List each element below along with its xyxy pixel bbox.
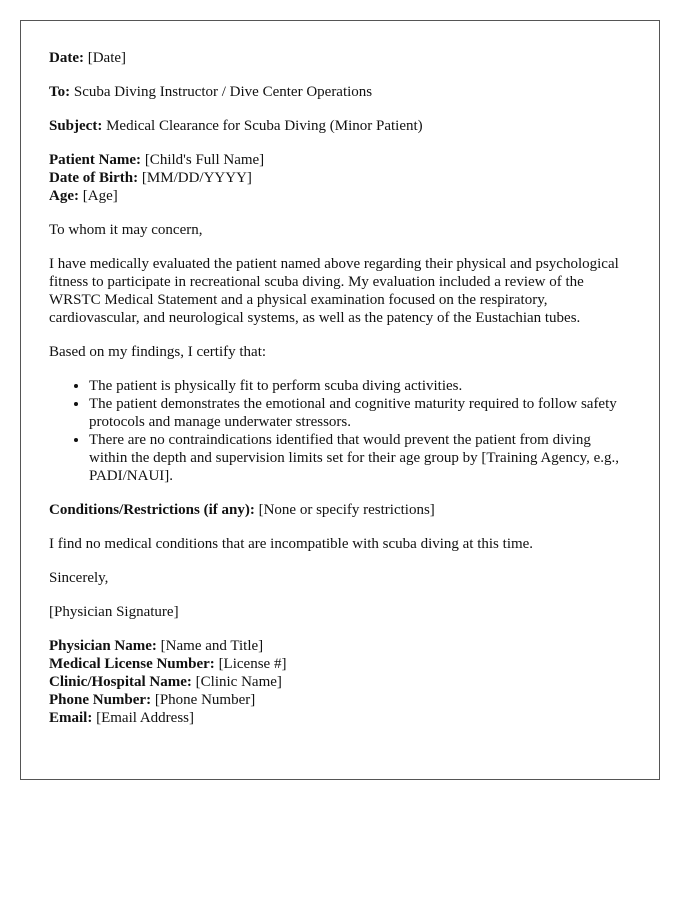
license-line — [49, 655, 631, 673]
finding-item: • There are no contraindications identified that would prevent the patient from diving within the depth and supervision limits set for their age group by [Training Agency, e.g., PADI/NAUI]. — [89, 431, 631, 485]
email-line — [49, 709, 631, 727]
finding-item: • The patient is physically fit to perform scuba diving activities. — [89, 377, 631, 395]
conditions-value: [None or specify restrictions] — [254, 502, 435, 518]
closing: Sincerely, — [49, 570, 109, 586]
date-line — [49, 49, 631, 67]
physician-name-label: Physician Name: — [49, 638, 157, 654]
phone-label: Phone Number: — [49, 692, 152, 708]
patient-age-value: [Age] — [79, 188, 118, 204]
clinic-value: [Clinic Name] — [191, 674, 282, 690]
patient-dob-line — [49, 169, 631, 187]
physician-name-value: [Name and Title] — [156, 638, 264, 654]
clinic-label: Clinic/Hospital Name: — [49, 674, 192, 690]
subject-value: Medical Clearance for Scuba Diving (Minor Patient) — [102, 118, 423, 134]
phone-line — [49, 691, 631, 709]
letter-document — [20, 20, 660, 780]
subject-label: Subject: — [49, 118, 103, 134]
certify-intro: Based on my findings, I certify that: — [49, 344, 267, 360]
recipient-value: Scuba Diving Instructor / Dive Center Operations — [70, 84, 373, 100]
email-value: [Email Address] — [92, 710, 194, 726]
email-label: Email: — [49, 710, 93, 726]
conditions-line — [49, 501, 631, 519]
recipient-line — [49, 83, 631, 101]
phone-value: [Phone Number] — [151, 692, 256, 708]
findings-list — [49, 377, 631, 485]
clinic-line — [49, 673, 631, 691]
signature-placeholder: [Physician Signature] — [49, 604, 179, 620]
patient-dob-value: [MM/DD/YYYY] — [138, 170, 252, 186]
subject-line — [49, 117, 631, 135]
patient-name-line — [49, 151, 631, 169]
physician-info — [49, 637, 631, 727]
patient-age-label: Age: — [49, 188, 79, 204]
patient-name-label: Patient Name: — [49, 152, 142, 168]
date-value: [Date] — [83, 50, 127, 66]
license-value: [License #] — [214, 656, 287, 672]
patient-info — [49, 151, 631, 205]
salutation: To whom it may concern, — [49, 222, 203, 238]
recipient-label: To: — [49, 84, 71, 100]
patient-dob-label: Date of Birth: — [49, 170, 139, 186]
patient-name-value: [Child's Full Name] — [141, 152, 265, 168]
date-label: Date: — [49, 50, 84, 66]
license-label: Medical License Number: — [49, 656, 215, 672]
conditions-label: Conditions/Restrictions (if any): — [49, 502, 255, 518]
patient-age-line — [49, 187, 631, 205]
evaluation-paragraph: I have medically evaluated the patient named above regarding their physical and psychological fitness to participate in recreational scuba diving. My evaluation included a review of the WRSTC Medical Statement and a physical examination focused on the respiratory, cardiovascular, and neurological systems, as well as the patency of the Eustachian tubes. — [49, 256, 619, 326]
clearance-statement: I find no medical conditions that are incompatible with scuba diving at this time. — [49, 536, 534, 552]
finding-item: • The patient demonstrates the emotional and cognitive maturity required to follow safety protocols and manage underwater stressors. — [89, 395, 631, 431]
physician-name-line — [49, 637, 631, 655]
